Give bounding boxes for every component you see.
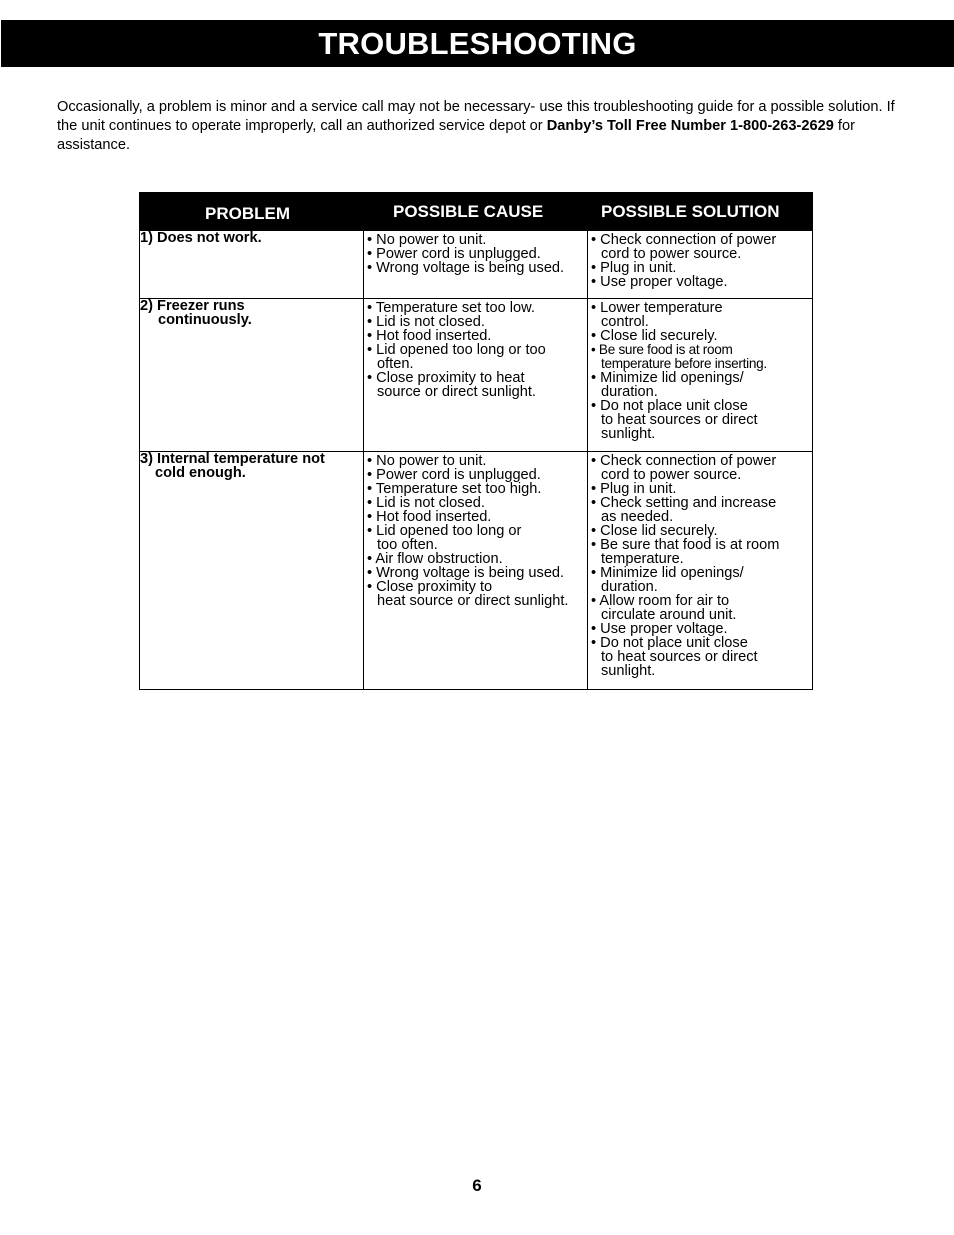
list-item-text: • Temperature set too low. <box>367 300 535 316</box>
list-item <box>367 301 587 315</box>
header-possible-solution: POSSIBLE SOLUTION <box>588 193 813 231</box>
problem-cell <box>140 299 364 452</box>
list-item-text: • Lower temperature <box>591 300 723 316</box>
list-item-text: • Lid is not closed. <box>367 495 485 511</box>
table-row <box>140 299 813 452</box>
list-item-text: as needed. <box>601 509 674 525</box>
list-item-text: • Hot food inserted. <box>367 328 492 344</box>
list-item-text: • Lid opened too long or too <box>367 342 546 358</box>
page-number: 6 <box>472 1176 482 1195</box>
list-item <box>591 454 812 482</box>
list-item-text: source or direct sunlight. <box>377 384 536 400</box>
list-item-text: sunlight. <box>601 426 656 442</box>
table-row <box>140 231 813 299</box>
cause-cell <box>364 299 588 452</box>
list-item-text: • Power cord is unplugged. <box>367 467 541 483</box>
list-item-text: • Wrong voltage is being used. <box>367 260 565 276</box>
list-item <box>367 315 587 329</box>
page-title: TROUBLESHOOTING <box>318 25 637 61</box>
list-item <box>367 343 587 371</box>
list-item-text: • Do not place unit close <box>591 398 748 414</box>
list-item-text: heat source or direct sunlight. <box>377 593 569 609</box>
list-item-text: control. <box>601 314 649 330</box>
list-item-text: • Plug in unit. <box>591 260 677 276</box>
list-item <box>367 510 587 524</box>
cause-cell <box>364 231 588 299</box>
intro-paragraph <box>57 98 907 155</box>
list-item <box>591 538 812 566</box>
list-item-text: • Do not place unit close <box>591 635 748 651</box>
table-header-row <box>140 193 813 231</box>
problem-text: 1) Does not work. <box>140 230 262 246</box>
list-item-text: temperature. <box>601 551 684 567</box>
title-banner <box>1 20 954 67</box>
problem-cell <box>140 452 364 690</box>
toll-free-number: Danby’s Toll Free Number 1-800-263-2629 <box>546 118 834 134</box>
list-item <box>591 482 812 496</box>
list-item <box>367 496 587 510</box>
list-item-text: • Be sure that food is at room <box>591 537 780 553</box>
list-item-text: temperature before inserting. <box>601 356 767 371</box>
list-item <box>591 524 812 538</box>
list-item-text: • Lid is not closed. <box>367 314 485 330</box>
list-item-text: • No power to unit. <box>367 453 487 469</box>
list-item-text: duration. <box>601 579 658 595</box>
problem-text: cold enough. <box>155 465 246 481</box>
intro-text: Occasionally, a problem is minor and a service call may not be necessary- use this troubleshooting guide for a possible solution. If the unit continues to operate improperly, call an authorized service depot or <box>57 99 895 134</box>
table-row <box>140 452 813 690</box>
list-item <box>591 566 812 594</box>
header-problem: PROBLEM <box>140 193 364 231</box>
list-item-text: to heat sources or direct <box>601 412 758 428</box>
solution-list <box>588 452 812 686</box>
list-item-text: • Check connection of power <box>591 453 777 469</box>
solution-cell <box>588 452 813 690</box>
list-item <box>367 233 587 247</box>
troubleshooting-table <box>139 192 813 690</box>
list-item-text: • Plug in unit. <box>591 481 677 497</box>
list-item-text: • Minimize lid openings/ <box>591 370 744 386</box>
list-item <box>591 301 812 329</box>
list-item-text: circulate around unit. <box>601 607 737 623</box>
list-item <box>367 580 587 608</box>
list-item-text: • Hot food inserted. <box>367 509 492 525</box>
list-item <box>591 399 812 441</box>
list-item <box>367 371 587 399</box>
cause-list <box>364 299 587 407</box>
intro-text-end: for assistance. <box>57 118 855 153</box>
list-item <box>591 343 812 371</box>
list-item <box>367 566 587 580</box>
list-item-text: • Use proper voltage. <box>591 621 728 637</box>
list-item <box>591 636 812 678</box>
list-item <box>591 233 812 261</box>
list-item <box>591 275 812 289</box>
list-item-text: cord to power source. <box>601 246 742 262</box>
list-item-text: • No power to unit. <box>367 232 487 248</box>
list-item <box>367 468 587 482</box>
list-item-text: • Close lid securely. <box>591 523 718 539</box>
list-item-text: • Check setting and increase <box>591 495 777 511</box>
list-item-text: • Close lid securely. <box>591 328 718 344</box>
list-item <box>367 329 587 343</box>
list-item-text: • Close proximity to <box>367 579 493 595</box>
list-item <box>367 247 587 261</box>
problem-cell <box>140 231 364 299</box>
header-possible-cause: POSSIBLE CAUSE <box>364 193 588 231</box>
list-item-text: • Air flow obstruction. <box>367 551 503 567</box>
problem-text: continuously. <box>158 312 252 328</box>
cause-list <box>364 452 587 616</box>
list-item-text: duration. <box>601 384 658 400</box>
solution-cell <box>588 231 813 299</box>
list-item <box>367 482 587 496</box>
list-item-text: too often. <box>377 537 438 553</box>
list-item-text: • Allow room for air to <box>591 593 730 609</box>
list-item-text: • Check connection of power <box>591 232 777 248</box>
solution-list <box>588 231 812 297</box>
list-item <box>367 552 587 566</box>
cause-list <box>364 231 587 283</box>
list-item-text: • Power cord is unplugged. <box>367 246 541 262</box>
list-item <box>367 454 587 468</box>
problem-text: 2) Freezer runs <box>140 298 245 314</box>
list-item <box>591 594 812 622</box>
solution-list <box>588 299 812 449</box>
list-item <box>591 261 812 275</box>
list-item <box>367 261 587 275</box>
list-item-text: • Close proximity to heat <box>367 370 525 386</box>
list-item-text: • Temperature set too high. <box>367 481 542 497</box>
list-item-text: • Lid opened too long or <box>367 523 522 539</box>
problem-text: 3) Internal temperature not <box>140 451 325 467</box>
list-item-text: • Minimize lid openings/ <box>591 565 744 581</box>
list-item <box>591 496 812 524</box>
list-item-text: to heat sources or direct <box>601 649 758 665</box>
list-item <box>591 622 812 636</box>
list-item-text: • Use proper voltage. <box>591 274 728 290</box>
list-item <box>591 371 812 399</box>
solution-cell <box>588 299 813 452</box>
list-item-text: often. <box>377 356 414 372</box>
list-item-text: sunlight. <box>601 663 656 679</box>
list-item-text: cord to power source. <box>601 467 742 483</box>
cause-cell <box>364 452 588 690</box>
list-item-text: • Be sure food is at room <box>591 342 733 357</box>
list-item-text: • Wrong voltage is being used. <box>367 565 565 581</box>
list-item <box>591 329 812 343</box>
list-item <box>367 524 587 552</box>
